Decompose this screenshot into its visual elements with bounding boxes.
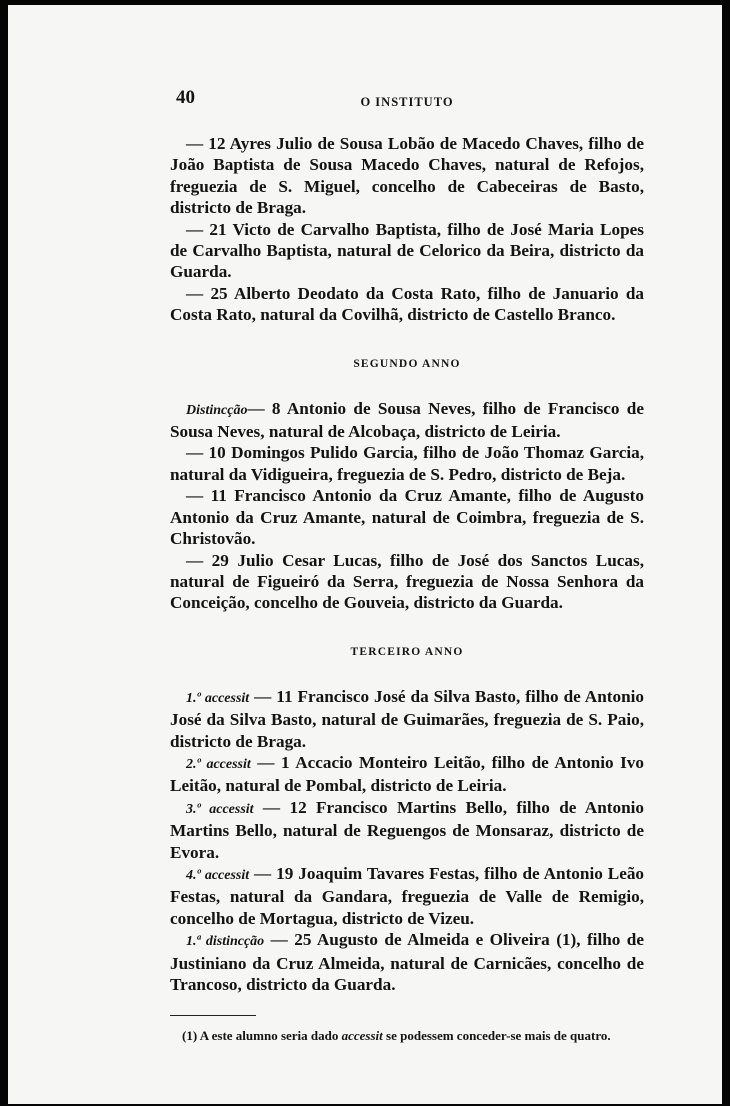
footnote-text-before: (1) A este alumno seria dado xyxy=(182,1028,342,1044)
section-heading-segundo: SEGUNDO ANNO xyxy=(353,357,461,370)
footnote-divider xyxy=(170,1015,256,1016)
list-item xyxy=(170,752,644,797)
first-year-list xyxy=(170,133,644,326)
list-item: — 29 Julio Cesar Lucas, filho de José dos Sanctos Lucas, natural de Figueiró da Serra, freguezia de Nossa Senhora da Conceição, concelho de Gouveia, districto da Guarda. xyxy=(170,550,644,613)
list-item xyxy=(170,686,644,752)
entry-text: — 8 Antonio de Sousa Neves, filho de Francisco de Sousa Neves, natural de Alcobaça, districto de Leiria. xyxy=(170,398,644,442)
entry-text: — 11 Francisco José da Silva Basto, filho de Antonio José da Silva Basto, natural de Guimarães, freguezia de S. Paio, districto de Braga. xyxy=(170,686,645,751)
second-year-list xyxy=(170,398,644,614)
list-item: — 21 Victo de Carvalho Baptista, filho de José Maria Lopes de Carvalho Baptista, natural de Celorico da Beira, districto da Guarda. xyxy=(170,219,644,282)
list-item xyxy=(170,398,644,443)
list-item xyxy=(170,929,644,995)
list-item: — 25 Alberto Deodato da Costa Rato, filho de Januario da Costa Rato, natural da Covilhã, districto de Castello Branco. xyxy=(170,283,644,325)
award-label: 1.ª distincção xyxy=(186,934,265,950)
list-item: — 10 Domingos Pulido Garcia, filho de João Thomaz Garcia, natural da Vidigueira, freguezia de S. Pedro, districto de Beja. xyxy=(170,443,644,484)
book-page xyxy=(170,87,644,1044)
page-header xyxy=(170,87,644,111)
award-label: 1.º accessit xyxy=(186,690,250,706)
entry-text: — 1 Accacio Monteiro Leitão, filho de Antonio Ivo Leitão, natural de Pombal, districto de Leiria. xyxy=(170,752,644,796)
list-item: — 11 Francisco Antonio da Cruz Amante, filho de Augusto Antonio da Cruz Amante, natural de Coimbra, freguezia de S. Christovão. xyxy=(170,486,644,549)
footnote-text-after: se podessem conceder-se mais de quatro. xyxy=(382,1028,611,1044)
list-item xyxy=(170,797,644,863)
running-title: O INSTITUTO xyxy=(360,95,454,109)
distinction-label: Distincção xyxy=(186,402,248,418)
footnote-emphasis: accessit xyxy=(341,1028,383,1044)
award-label: 4.º accessit xyxy=(186,867,250,883)
entry-text: — 19 Joaquim Tavares Festas, filho de Antonio Leão Festas, natural da Gandara, freguezia de Valle de Remigio, concelho de Mortagua, districto de Vizeu. xyxy=(170,863,645,928)
award-label: 3.º accessit xyxy=(186,801,254,817)
list-item xyxy=(170,863,644,929)
footnote xyxy=(170,1028,644,1044)
entry-text: — 12 Francisco Martins Bello, filho de Antonio Martins Bello, natural de Reguengos de Monsaraz, districto de Evora. xyxy=(170,797,645,862)
section-heading-terceiro: TERCEIRO ANNO xyxy=(350,645,464,658)
page-number: 40 xyxy=(176,87,195,108)
third-year-list xyxy=(170,686,644,996)
award-label: 2.º accessit xyxy=(186,756,251,772)
entry-text: — 25 Augusto de Almeida e Oliveira (1), filho de Justiniano da Cruz Almeida, natural de Carnicães, concelho de Trancoso, districto da Guarda. xyxy=(170,930,644,994)
list-item: — 12 Ayres Julio de Sousa Lobão de Macedo Chaves, filho de João Baptista de Sousa Macedo Chaves, natural de Refojos, freguezia de S. Miguel, concelho de Cabeceiras de Basto, districto de Braga. xyxy=(170,134,644,218)
